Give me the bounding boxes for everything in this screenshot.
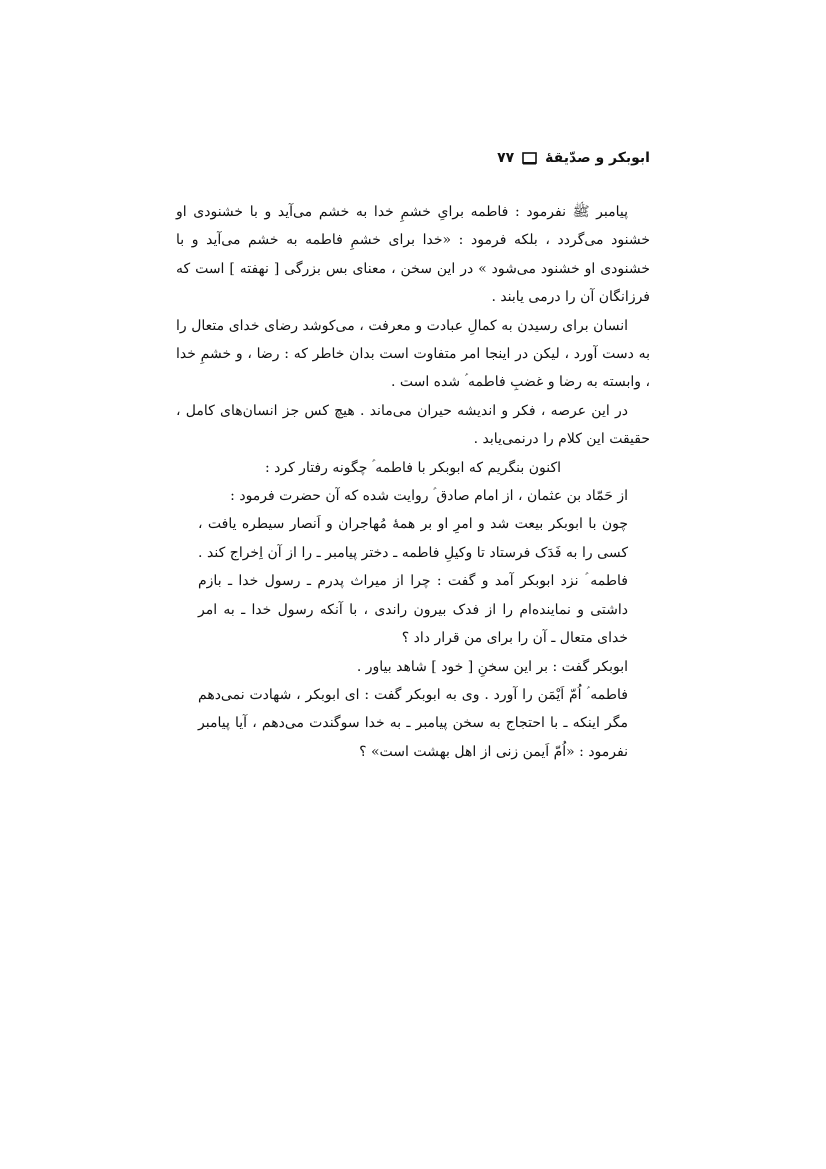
running-header: [497, 150, 650, 166]
paragraph: انسان برای رسیدن به کمالِ عبادت و معرفت ، می‌کوشد رضای خدای متعال را به دست آورد ، لیکن در اینجا امر متفاوت است بدان خاطر که : رضا ، و خشمِ خدا ، وابسته به رضا و غضبِ فاطمه ؑ شده است .: [176, 317, 650, 391]
paragraph: پیامبر ﷺ نفرمود : فاطمه برایِ خشمِ خدا به خشم می‌آید و با خشنودی او خشنود می‌گردد ، بلکه فرمود : «خدا برای خشمِ فاطمه به خشم می‌آید و با خشنودی او خشنود می‌شود » در این سخن ، معنای بس بزرگی [ نهفته ] است که فرزانگان آن را درمی یابند .: [176, 204, 650, 306]
paragraph: اکنون بنگریم که ابوبکر با فاطمه ؑ چگونه رفتار کرد :: [264, 459, 562, 476]
quote-paragraph: چون با ابوبکر بیعت شد و امرِ او بر همهٔ مُهاجران و اَنصار سیطره یافت ، کسی را به فَدَک فرستاد تا وکیلِ فاطمه ـ دختر پیامبر ـ را از آن اِخراج کند . فاطمه ؑ نزد ابوبکر آمد و گفت : چرا از میراث پدرم ـ رسول خدا ـ بازم داشتی و نماینده‌ام را از فدک بیرون راندی ، با آنکه رسول خدا ـ به امر خدای متعال ـ آن را برای من قرار داد ؟: [198, 516, 628, 647]
paragraph: در این عرصه ، فکر و اندیشه حیران می‌ماند . هیچ کس جز انسان‌های کامل ، حقیقت این کلام را درنمی‌یابد .: [176, 402, 650, 448]
paragraph: از حَمّاد بن عثمان ، از امام صادق ؑ روایت شده که آن حضرت فرمود :: [230, 488, 628, 505]
page-number: ۷۷: [497, 150, 515, 166]
header-title: ابوبکر و صدّیقۀ: [545, 150, 650, 166]
book-icon: [522, 152, 537, 165]
quoted-narration: [176, 510, 650, 766]
quote-paragraph: فاطمه ؑ اُمّ اَیْمَن را آورد . وی به ابوبکر گفت : ای ابوبکر ، شهادت نمی‌دهم مگر اینکه ـ با احتجاج به سخن پیامبر ـ به خدا سوگندت می‌دهم ، آیا پیامبر نفرمود : «اُمّ اَیمن زنی از اهل بهشت است» ؟: [198, 686, 628, 760]
body-text: [176, 198, 650, 766]
quote-paragraph: ابوبکر گفت : بر این سخنِ [ خود ] شاهد بیاور .: [356, 658, 628, 675]
